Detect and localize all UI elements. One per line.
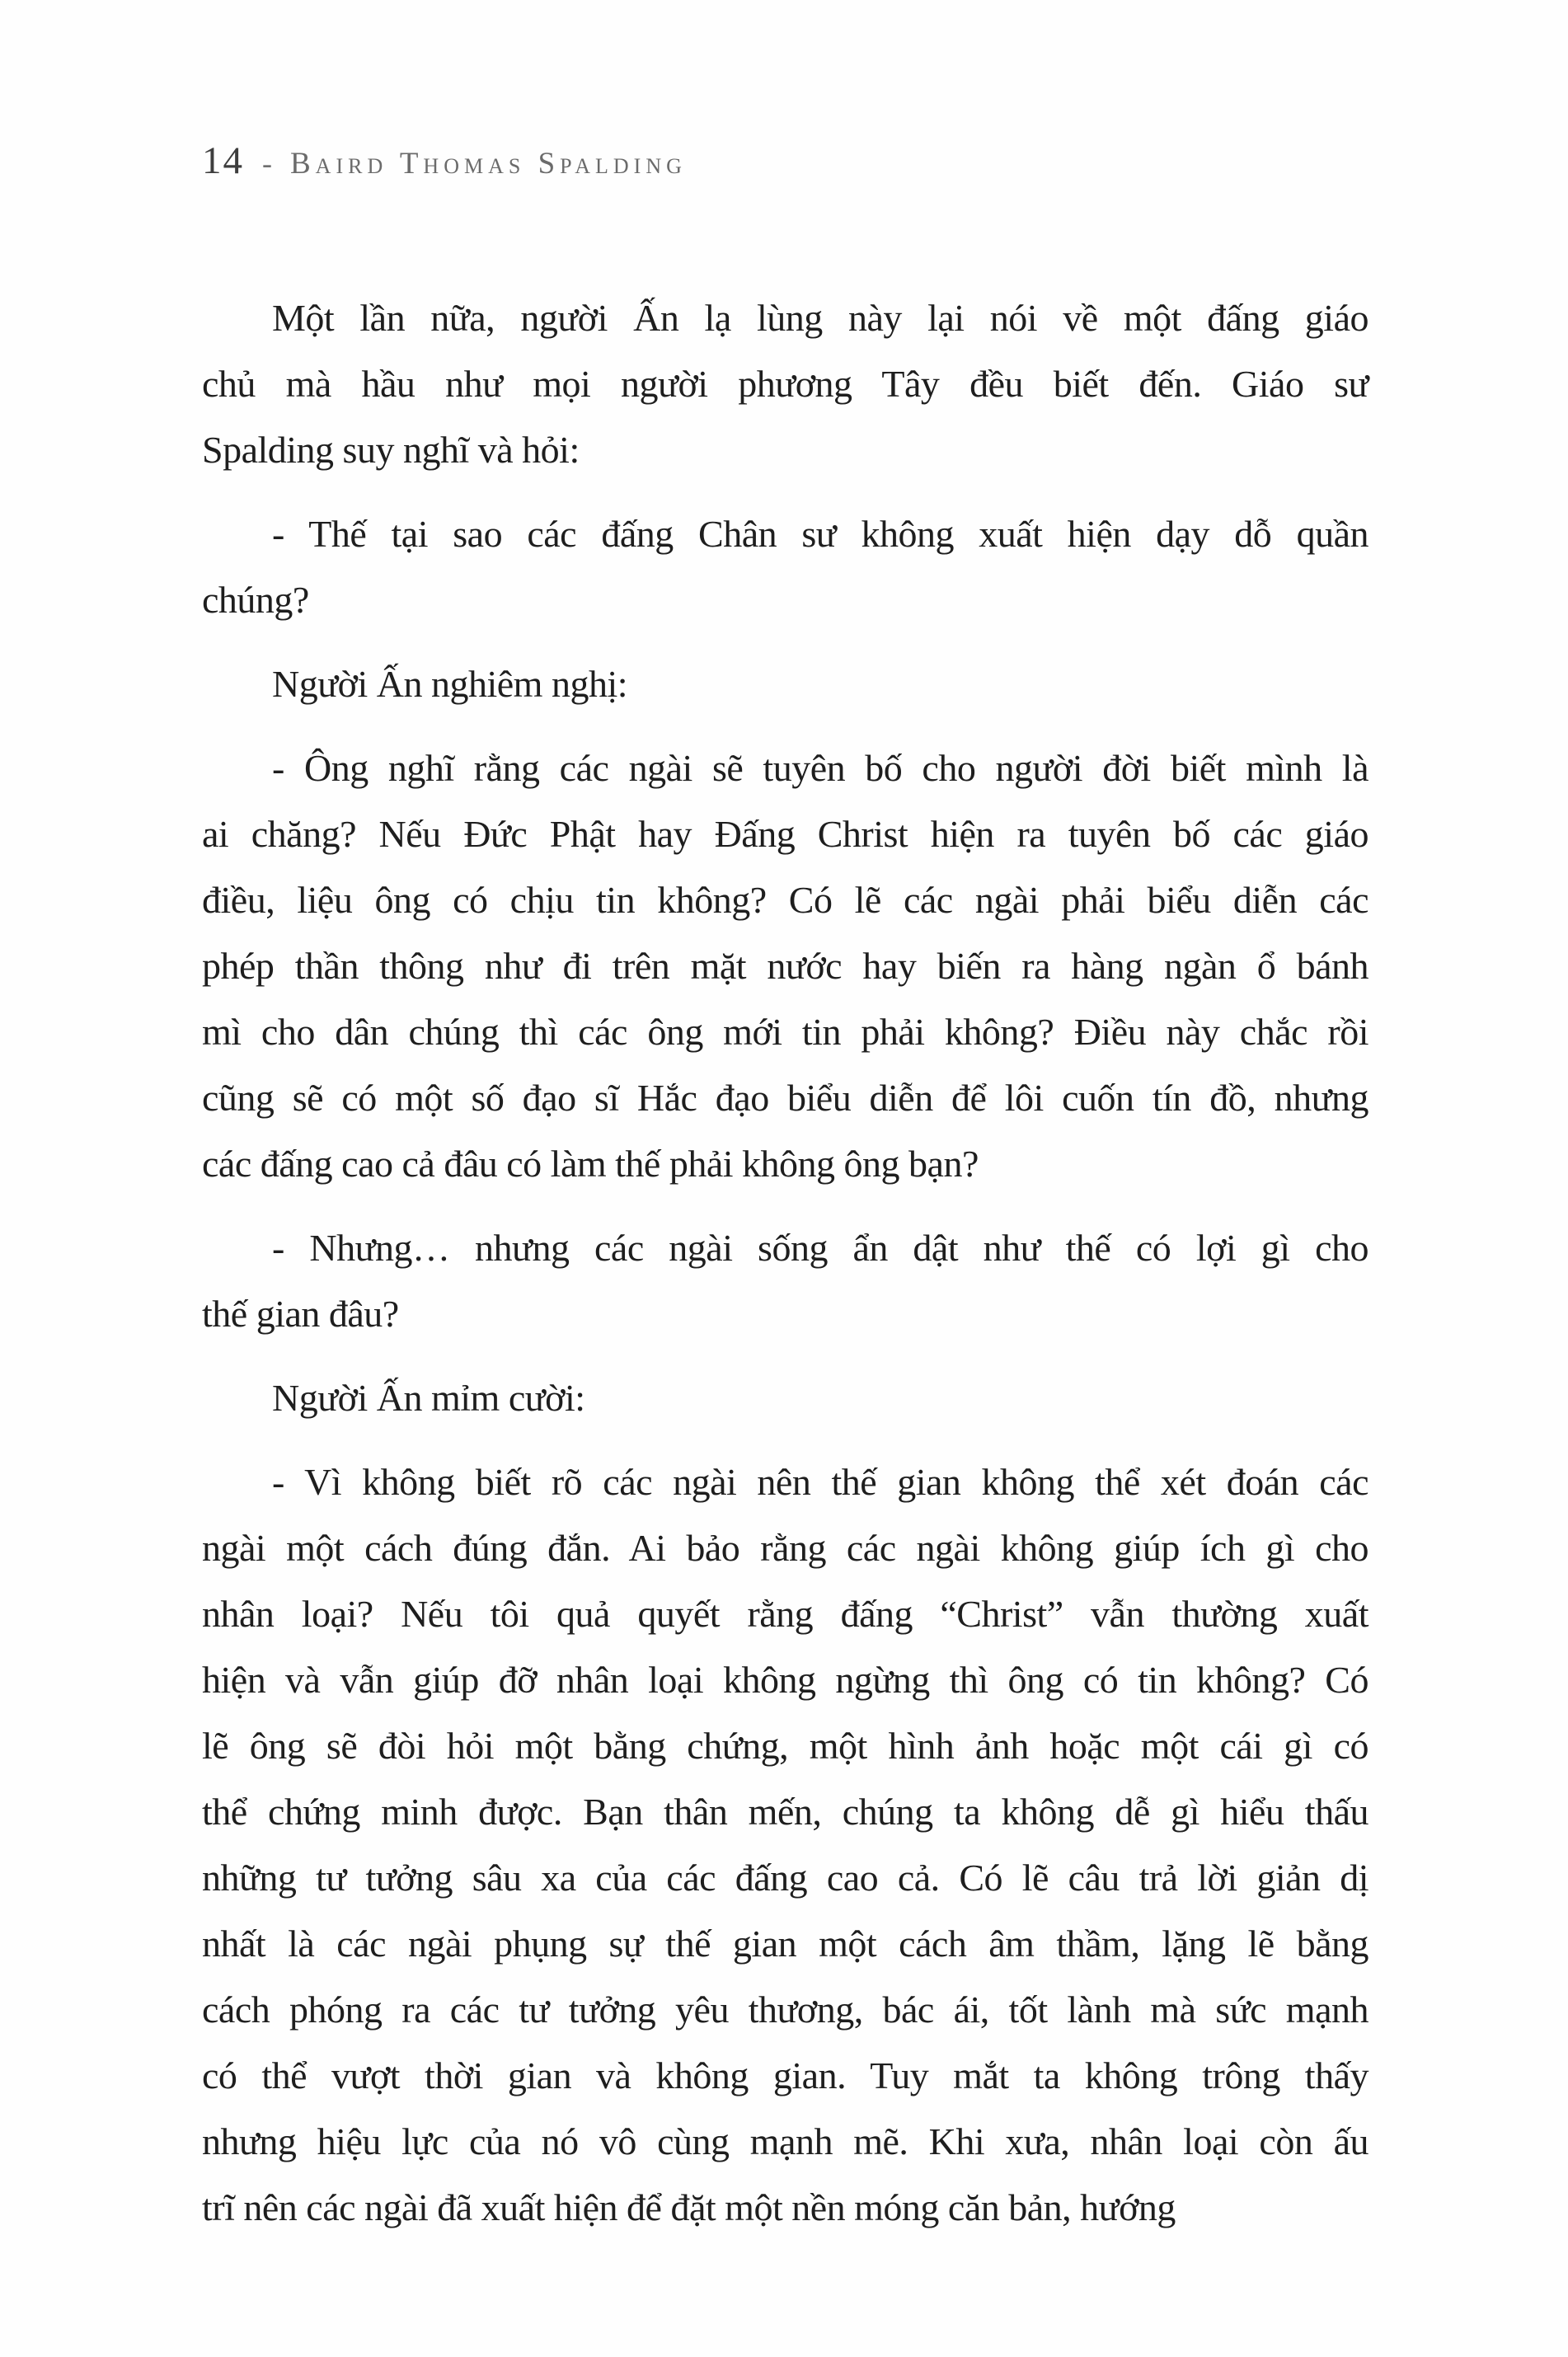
text-line: chúng? xyxy=(202,579,309,621)
text-line: - Thế tại sao các đấng Chân sư không xuất hiện dạy dỗ quần xyxy=(272,513,1368,555)
text-line: cách phóng ra các tư tưởng yêu thương, bác ái, tốt lành mà sức mạnh xyxy=(202,1988,1368,2031)
text-line: có thể vượt thời gian và không gian. Tuy mắt ta không trông thấy xyxy=(202,2054,1368,2096)
text-line: các đấng cao cả đâu có làm thế phải không ông bạn? xyxy=(202,1143,979,1185)
page-body xyxy=(202,285,1368,2241)
text-line: - Nhưng… nhưng các ngài sống ẩn dật như thế có lợi gì cho xyxy=(272,1227,1368,1269)
text-line: Người Ấn mỉm cười: xyxy=(272,1377,585,1419)
text-line: nhân loại? Nếu tôi quả quyết rằng đấng “Christ” vẫn thường xuất xyxy=(202,1593,1368,1635)
text-line: Một lần nữa, người Ấn lạ lùng này lại nói về một đấng giáo xyxy=(272,297,1368,339)
text-line: thế gian đâu? xyxy=(202,1293,399,1335)
text-line: hiện và vẫn giúp đỡ nhân loại không ngừng thì ông có tin không? Có xyxy=(202,1659,1368,1701)
paragraph xyxy=(202,651,1368,717)
text-line: nhất là các ngài phụng sự thế gian một cách âm thầm, lặng lẽ bằng xyxy=(202,1923,1368,1965)
page-number: 14 xyxy=(202,139,244,182)
text-line: thể chứng minh được. Bạn thân mến, chúng ta không dễ gì hiểu thấu xyxy=(202,1791,1368,1833)
text-line: mì cho dân chúng thì các ông mới tin phải không? Điều này chắc rồi xyxy=(202,1011,1368,1053)
text-line: điều, liệu ông có chịu tin không? Có lẽ các ngài phải biểu diễn các xyxy=(202,879,1368,921)
paragraph xyxy=(202,1365,1368,1431)
header-title: Baird Thomas Spalding xyxy=(290,147,687,181)
text-line: - Ông nghĩ rằng các ngài sẽ tuyên bố cho người đời biết mình là xyxy=(272,747,1368,789)
text-line: trĩ nên các ngài đã xuất hiện để đặt một nền móng căn bản, hướng xyxy=(202,2186,1176,2228)
paragraph xyxy=(202,735,1368,1197)
text-line: chủ mà hầu như mọi người phương Tây đều biết đến. Giáo sư xyxy=(202,363,1368,405)
header-separator: - xyxy=(262,147,272,180)
running-header xyxy=(202,139,1368,190)
text-line: ngài một cách đúng đắn. Ai bảo rằng các ngài không giúp ích gì cho xyxy=(202,1527,1368,1569)
text-line: những tư tưởng sâu xa của các đấng cao cả. Có lẽ câu trả lời giản dị xyxy=(202,1857,1368,1899)
text-line: ai chăng? Nếu Đức Phật hay Đấng Christ hiện ra tuyên bố các giáo xyxy=(202,813,1368,855)
paragraph xyxy=(202,1215,1368,1347)
text-line: Người Ấn nghiêm nghị: xyxy=(272,663,628,705)
text-line: phép thần thông như đi trên mặt nước hay biến ra hàng ngàn ổ bánh xyxy=(202,945,1368,987)
text-line: Spalding suy nghĩ và hỏi: xyxy=(202,429,580,471)
paragraph xyxy=(202,285,1368,483)
paragraph xyxy=(202,501,1368,633)
text-line: nhưng hiệu lực của nó vô cùng mạnh mẽ. Khi xưa, nhân loại còn ấu xyxy=(202,2120,1368,2162)
paragraph xyxy=(202,1449,1368,2241)
text-line: lẽ ông sẽ đòi hỏi một bằng chứng, một hình ảnh hoặc một cái gì có xyxy=(202,1725,1368,1767)
text-line: cũng sẽ có một số đạo sĩ Hắc đạo biểu diễn để lôi cuốn tín đồ, nhưng xyxy=(202,1077,1368,1119)
text-line: - Vì không biết rõ các ngài nên thế gian không thể xét đoán các xyxy=(272,1461,1368,1503)
